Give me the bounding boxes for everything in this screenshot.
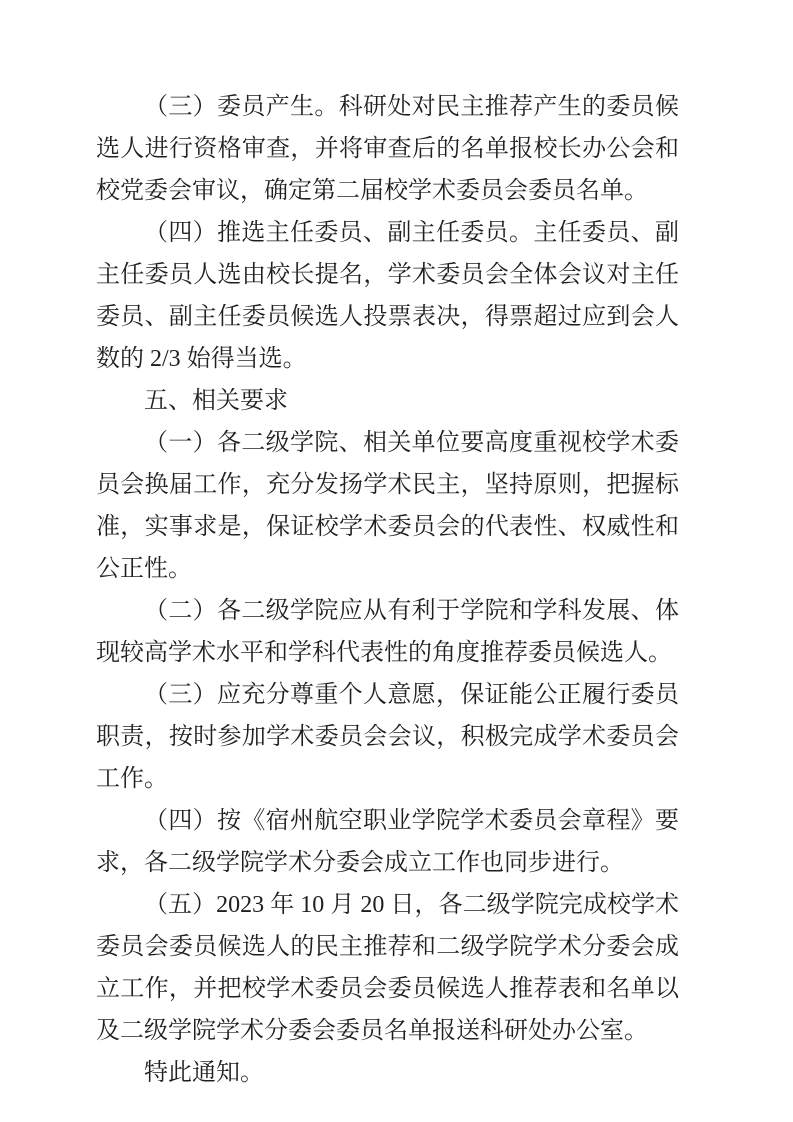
paragraph-item3-member-generation: （三）委员产生。科研处对民主推荐产生的委员候选人进行资格审查，并将审查后的名单报校长办公会和校党委会审议，确定第二届校学术委员会委员名单。 xyxy=(96,94,679,204)
paragraph-requirement-5: （五）2023 年 10 月 20 日，各二级学院完成校学术委员会委员候选人的民主推荐和二级学院学术分委会成立工作，并把校学术委员会委员候选人推荐表和名单以及二级学院学术分委会委员名单报送科研处办公室。 xyxy=(96,892,679,1044)
paragraph-requirement-4: （四）按《宿州航空职业学院学术委员会章程》要求，各二级学院学术分委会成立工作也同步进行。 xyxy=(96,808,679,876)
paragraph-requirement-1: （一）各二级学院、相关单位要高度重视校学术委员会换届工作，充分发扬学术民主，坚持原则，把握标准，实事求是，保证校学术委员会的代表性、权威性和公正性。 xyxy=(96,430,679,582)
section-heading-related-requirements: 五、相关要求 xyxy=(144,388,288,414)
paragraph-item4-chair-selection: （四）推选主任委员、副主任委员。主任委员、副主任委员人选由校长提名，学术委员会全体会议对主任委员、副主任委员候选人投票表决，得票超过应到会人数的 2/3 始得当选。 xyxy=(96,220,679,372)
closing-notice-line: 特此通知。 xyxy=(144,1060,264,1086)
paragraph-requirement-3: （三）应充分尊重个人意愿，保证能公正履行委员职责，按时参加学术委员会会议，积极完成学术委员会工作。 xyxy=(96,682,679,792)
paragraph-requirement-2: （二）各二级学院应从有利于学院和学科发展、体现较高学术水平和学科代表性的角度推荐委员候选人。 xyxy=(96,598,679,666)
document-body xyxy=(96,86,679,1094)
